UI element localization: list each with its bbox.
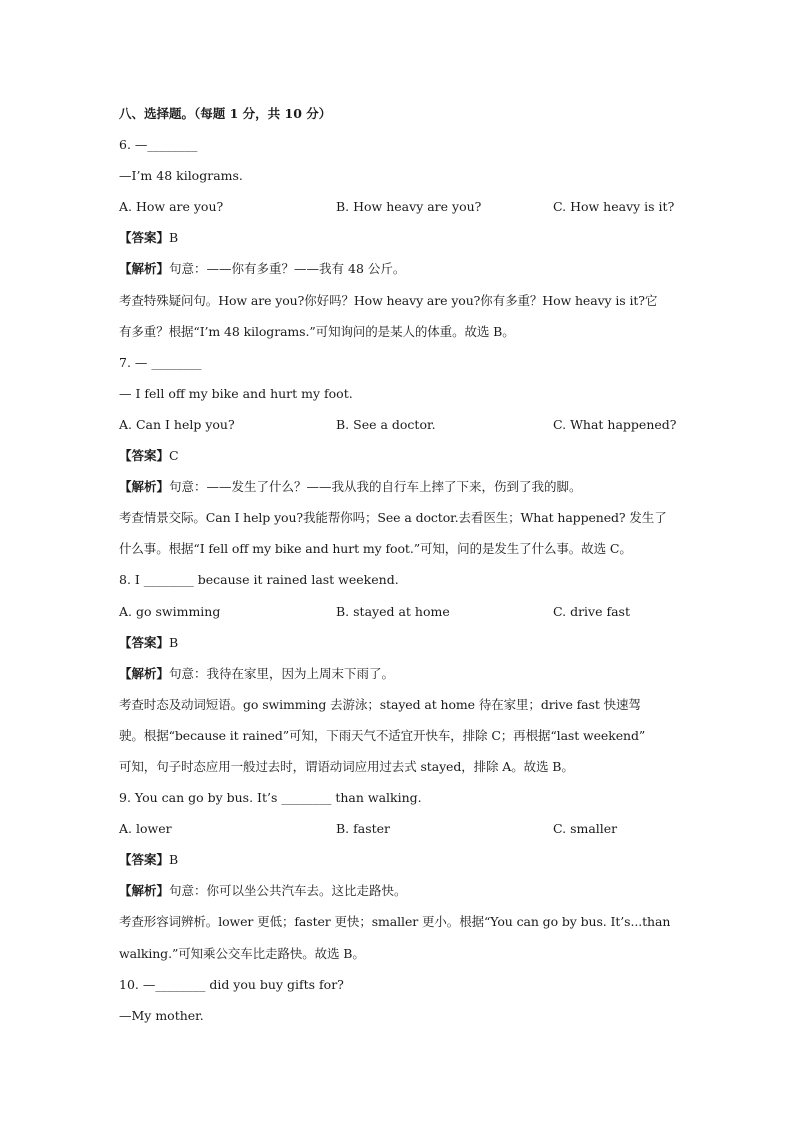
answer-line (119, 627, 679, 658)
answer-line (119, 844, 679, 875)
option-c: C. drive fast (553, 603, 630, 619)
option-a: A. go swimming (119, 603, 221, 619)
question-stem-reply: —My mother. (119, 1007, 204, 1023)
analysis-text: 考查时态及动词短语。go swimming 去游泳；stayed at home 待在家里；drive fast 快速驾 (119, 696, 641, 712)
analysis-tag: 【解析】 (119, 665, 170, 681)
analysis-text: 考查情景交际。Can I help you?我能帮你吗；See a doctor.去看医生；What happened? 发生了 (119, 510, 667, 526)
analysis-tag: 【解析】 (119, 261, 170, 277)
options-row (119, 409, 679, 440)
answer-value: C (169, 448, 179, 464)
question-stem: 7. — ________ (119, 354, 202, 370)
question-7 (119, 347, 679, 565)
analysis-text: 句意：——你有多重？——我有 48 公斤。 (169, 261, 406, 277)
answer-tag: 【答案】 (119, 230, 170, 246)
question-stem-reply: —I’m 48 kilograms. (119, 168, 243, 184)
analysis-tag: 【解析】 (119, 883, 170, 899)
option-c: C. smaller (553, 821, 618, 837)
analysis-text: 句意：——发生了什么？——我从我的自行车上摔了下来，伤到了我的脚。 (169, 479, 582, 495)
question-stem: 10. —________ did you buy gifts for? (119, 976, 344, 992)
document-page (119, 98, 679, 1031)
analysis-tag: 【解析】 (119, 479, 170, 495)
answer-tag: 【答案】 (119, 634, 170, 650)
analysis-text: 有多重？根据“I’m 48 kilograms.”可知询问的是某人的体重。故选 B。 (119, 323, 515, 339)
question-stem-reply: — I fell off my bike and hurt my foot. (119, 385, 353, 401)
option-b: B. See a doctor. (336, 416, 436, 432)
option-a: A. lower (119, 821, 172, 837)
section-title: 八、选择题。（每题 1 分，共 10 分） (119, 106, 332, 121)
analysis-text: 考查形容词辨析。lower 更低；faster 更快；smaller 更小。根据“You can go by bus. It’s...than (119, 914, 671, 930)
analysis-text: 驶。根据“because it rained”可知，下雨天气不适宜开快车，排除 C；再根据“last weekend” (119, 727, 646, 743)
analysis-text: 考查特殊疑问句。How are you?你好吗？How heavy are you?你有多重？How heavy is it?它 (119, 292, 658, 308)
option-b: B. How heavy are you? (336, 199, 482, 215)
analysis-text: 可知，句子时态应用一般过去时，谓语动词应用过去式 stayed，排除 A。故选 B。 (119, 758, 574, 774)
analysis-line (119, 875, 679, 906)
analysis-text: 什么事。根据“I fell off my bike and hurt my foot.”可知，问的是发生了什么事。故选 C。 (119, 541, 632, 557)
question-10 (119, 969, 679, 1031)
answer-value: B (169, 230, 179, 246)
question-stem: 6. —________ (119, 137, 198, 153)
answer-tag: 【答案】 (119, 852, 170, 868)
answer-value: B (169, 852, 179, 868)
analysis-text: walking.”可知乘公交车比走路快。故选 B。 (119, 945, 365, 961)
answer-tag: 【答案】 (119, 448, 170, 464)
options-row (119, 596, 679, 627)
options-row (119, 191, 679, 222)
option-a: A. How are you? (119, 199, 224, 215)
analysis-line (119, 471, 679, 502)
analysis-text: 句意：你可以坐公共汽车去。这比走路快。 (169, 883, 407, 899)
options-row (119, 813, 679, 844)
question-8 (119, 564, 679, 782)
answer-line (119, 440, 679, 471)
option-b: B. stayed at home (336, 603, 450, 619)
analysis-line (119, 253, 679, 284)
analysis-text: 句意：我待在家里，因为上周末下雨了。 (169, 665, 395, 681)
question-stem: 8. I ________ because it rained last weekend. (119, 572, 399, 588)
question-9 (119, 782, 679, 969)
option-c: C. What happened? (553, 416, 677, 432)
analysis-line (119, 658, 679, 689)
question-stem: 9. You can go by bus. It’s ________ than walking. (119, 790, 422, 806)
option-a: A. Can I help you? (119, 416, 235, 432)
answer-value: B (169, 634, 179, 650)
question-6 (119, 129, 679, 347)
option-b: B. faster (336, 821, 391, 837)
answer-line (119, 222, 679, 253)
option-c: C. How heavy is it? (553, 199, 675, 215)
